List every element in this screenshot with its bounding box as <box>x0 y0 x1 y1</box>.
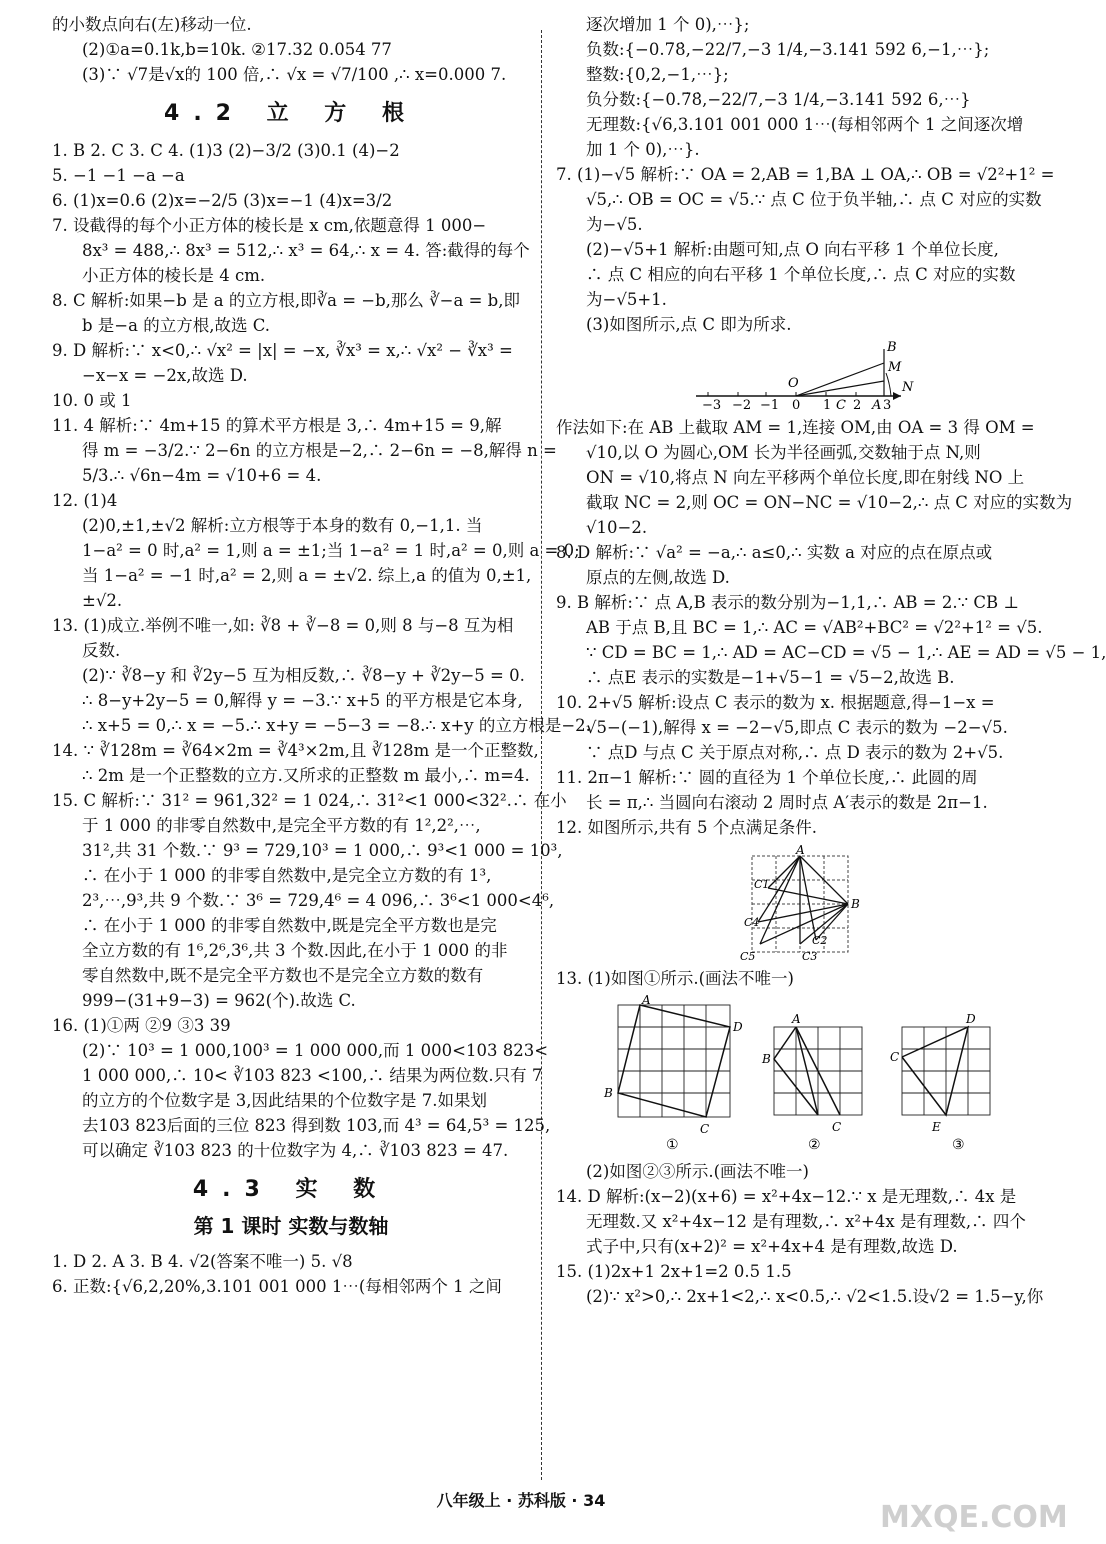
grid-figure-3 <box>902 1027 990 1115</box>
point-label: M <box>888 360 902 375</box>
answer-line: √5−(−1),解得 x = −2−√5,即点 C 表示的数为 −2−√5. <box>586 718 1008 737</box>
point-label: B <box>887 340 897 355</box>
tick-label: 1 <box>823 398 832 413</box>
tick-label: 0 <box>792 398 801 413</box>
answer-line: 16. (1)①两 ②9 ③3 39 <box>52 1016 231 1035</box>
answer-line: 为−√5+1. <box>586 290 667 309</box>
answer-line: 原点的左侧,故选 D. <box>586 568 730 587</box>
point-label: C3 <box>802 950 818 963</box>
point-label: A <box>642 993 651 1007</box>
answer-line: ∵ 点D 与点 C 关于原点对称,∴ 点 D 表示的数为 2+√5. <box>586 743 1004 762</box>
watermark: MXQE.COM <box>880 1500 1068 1535</box>
answer-line: 7. 设截得的每个小正方体的棱长是 x cm,依题意得 1 000− <box>52 216 487 235</box>
text-line: (2)①a=0.1k,b=10k. ②17.32 0.054 77 <box>82 40 392 59</box>
answer-line: ON = √10,将点 N 向左平移两个单位长度,即在射线 NO 上 <box>586 468 1025 487</box>
answer-line: AB 于点 B,且 BC = 1,∴ AC = √AB²+BC² = √2²+1² = √5. <box>586 618 1043 637</box>
answer-line: (2)如图②③所示.(画法不唯一) <box>586 1162 809 1181</box>
answer-line: √10,以 O 为圆心,OM 长为半径画弧,交数轴于点 N,则 <box>586 443 981 462</box>
answer-line: ∴ x+5 = 0,∴ x = −5.∴ x+y = −5−3 = −8.∴ x+y 的立方根是−2. <box>82 716 591 735</box>
answer-line: ∴ 点E 表示的实数是−1+√5−1 = √5−2,故选 B. <box>586 668 955 687</box>
answer-line: 8. C 解析:如果−b 是 a 的立方根,即∛a = −b,那么 ∛−a = b,即 <box>52 291 520 310</box>
answer-line: 的立方的个位数字是 3,因此结果的个位数字是 7.如果划 <box>82 1091 487 1110</box>
answer-line: (2)∵ x²>0,∴ 2x+1<2,∴ x<0.5,∴ √2<1.5.设√2 = 1.5−y,你 <box>586 1287 1044 1306</box>
point-label: N <box>902 380 914 395</box>
point-label: B <box>851 897 860 911</box>
point-label: E <box>932 1120 941 1134</box>
answer-line: 31²,共 31 个数.∵ 9³ = 729,10³ = 1 000,∴ 9³<1 000 = 10³, <box>82 841 563 860</box>
answer-line: 负分数:{−0.7̇8̇,−22/7,−3 1/4,−3.141 592 6,⋯} <box>586 90 971 109</box>
answer-line: −x−x = −2x,故选 D. <box>82 366 248 385</box>
answer-line: 2³,⋯,9³,共 9 个数.∵ 3⁶ = 729,4⁶ = 4 096,∴ 3⁶<1 000<4⁶, <box>82 891 555 910</box>
answer-line: 可以确定 ∛103 823 的十位数字为 4,∴ ∛103 823 = 47. <box>82 1141 509 1160</box>
point-label: C <box>890 1050 900 1064</box>
text-line: 的小数点向右(左)移动一位. <box>52 15 252 34</box>
answer-line: 13. (1)成立.举例不唯一,如: ∛8 + ∛−8 = 0,则 8 与−8 互为相 <box>52 616 514 635</box>
answer-line: 6. 正数:{√6,2,20%,3.101 001 000 1⋯(每相邻两个 1 之间 <box>52 1277 502 1296</box>
answer-line: ∴ 在小于 1 000 的非零自然数中,既是完全平方数也是完 <box>82 916 497 935</box>
answer-line: 整数:{0,2,−1,⋯}; <box>586 65 729 84</box>
answer-line: 式子中,只有(x+2)² = x²+4x+4 是有理数,故选 D. <box>586 1237 958 1256</box>
point-label: A <box>796 843 805 857</box>
point-label: C1 <box>754 878 770 891</box>
answer-line: 负数:{−0.7̇8̇,−22/7,−3 1/4,−3.141 592 6,−1,⋯}; <box>586 40 990 59</box>
answer-line: 12. (1)4 <box>52 491 118 510</box>
point-label: D <box>966 1012 976 1026</box>
answer-line: 反数. <box>82 641 121 660</box>
answer-line: 1−a² = 0 时,a² = 1,则 a = ±1;当 1−a² = 1 时,a² = 0,则 a = 0; <box>82 541 580 560</box>
answer-line: (2)∵ 10³ = 1 000,100³ = 1 000 000,而 1 000<103 823< <box>82 1041 549 1060</box>
answer-line: 为−√5. <box>586 215 643 234</box>
answer-line: 于 1 000 的非零自然数中,是完全平方数的有 1²,2²,⋯, <box>82 816 481 835</box>
answer-line: b 是−a 的立方根,故选 C. <box>82 316 270 335</box>
point-label: O <box>788 376 799 391</box>
answer-line: ∴ 在小于 1 000 的非零自然数中,是完全立方数的有 1³, <box>82 866 492 885</box>
answer-line: 10. 2+√5 解析:设点 C 表示的数为 x. 根据题意,得−1−x = <box>556 693 995 712</box>
grid-figure-1 <box>618 1005 730 1117</box>
left-column <box>52 12 591 1299</box>
answer-line: (2)∵ ∛8−y 和 ∛2y−5 互为相反数,∴ ∛8−y + ∛2y−5 = 0. <box>82 666 525 685</box>
answer-line: 得 m = −3/2.∵ 2−6n 的立方根是−2,∴ 2−6n = −8,解得 n = <box>82 441 557 460</box>
answer-line: 1 000 000,∴ 10< ∛103 823 <100,∴ 结果为两位数.只有 7 <box>82 1066 543 1085</box>
answer-line: 14. ∵ ∛128m = ∛64×2m = ∛4³×2m,且 ∛128m 是一个正整数, <box>52 741 539 760</box>
point-label: D <box>733 1020 743 1034</box>
answer-line: 15. C 解析:∵ 31² = 961,32² = 1 024,∴ 31²<1 000<32².∴ 在小 <box>52 791 567 810</box>
answer-line: 去103 823后面的三位 823 得到数 103,而 4³ = 64,5³ = 125, <box>82 1116 551 1135</box>
answer-line: ∴ 8−y+2y−5 = 0,解得 y = −3.∵ x+5 的平方根是它本身, <box>82 691 523 710</box>
text-line: (3)∵ √7是√x的 100 倍,∴ √x = √7/100 ,∴ x=0.000 7. <box>82 65 507 84</box>
answer-line: 当 1−a² = −1 时,a² = 2,则 a = ±√2. 综上,a 的值为 0,±1, <box>82 566 532 585</box>
answer-line: √10−2. <box>586 518 648 537</box>
answer-line: ∴ 点 C 相应的向右平移 1 个单位长度,∴ 点 C 对应的实数 <box>586 265 1016 284</box>
answer-line: (2)−√5+1 解析:由题可知,点 O 向右平移 1 个单位长度, <box>586 240 999 259</box>
answer-line: 13. (1)如图①所示.(画法不唯一) <box>556 969 794 988</box>
column-divider <box>541 30 542 1480</box>
answer-line: 逐次增加 1 个 0),⋯}; <box>586 15 750 34</box>
answer-line: 全立方数的有 1⁶,2⁶,3⁶,共 3 个数.因此,在小于 1 000 的非 <box>82 941 508 960</box>
point-label: C <box>700 1122 710 1136</box>
answer-line: 12. 如图所示,共有 5 个点满足条件. <box>556 818 817 837</box>
answer-line: 作法如下:在 AB 上截取 AM = 1,连接 OM,由 OA = 3 得 OM = <box>556 418 1035 437</box>
figure-caption: ② <box>808 1137 821 1153</box>
answer-line: 长 = π,∴ 当圆向右滚动 2 周时点 A′表示的数是 2π−1. <box>586 793 988 812</box>
answer-line: 5/3.∴ √6n−4m = √10+6 = 4. <box>82 466 322 485</box>
point-label: B <box>762 1052 771 1066</box>
tick-label: 2 <box>853 398 862 413</box>
section-title-4-3: 4.3 实 数 <box>192 1177 390 1202</box>
answer-line: 5. −1 −1 −a −a <box>52 166 185 185</box>
answer-line: 15. (1)2x+1 2x+1=2 0.5 1.5 <box>556 1262 792 1281</box>
tick-label: 3 <box>883 398 892 413</box>
tick-label: A <box>872 398 882 413</box>
answer-line: 截取 NC = 2,则 OC = ON−NC = √10−2,∴ 点 C 对应的实数为 <box>586 493 1073 512</box>
point-label: C5 <box>740 950 756 963</box>
figure-caption: ① <box>666 1137 679 1153</box>
answer-line: 8. D 解析:∵ √a² = −a,∴ a≤0,∴ 实数 a 对应的点在原点或 <box>556 543 993 562</box>
answer-line: 11. 2π−1 解析:∵ 圆的直径为 1 个单位长度,∴ 此圆的周 <box>556 768 978 787</box>
answer-line: 11. 4 解析:∵ 4m+15 的算术平方根是 3,∴ 4m+15 = 9,解 <box>52 416 502 435</box>
right-column <box>556 12 1106 1309</box>
number-line-figure <box>556 341 1032 411</box>
answer-line: ∵ CD = BC = 1,∴ AD = AC−CD = √5 − 1,∴ AE = AD = √5 − 1, <box>586 643 1106 662</box>
grid-figures-q13 <box>556 995 1032 1155</box>
grid-figure-q12 <box>556 844 1032 962</box>
point-label: C4 <box>744 916 760 929</box>
point-label: B <box>604 1086 613 1100</box>
answer-line: √5,∴ OB = OC = √5.∵ 点 C 位于负半轴,∴ 点 C 对应的实数 <box>586 190 1042 209</box>
answer-line: 8x³ = 488,∴ 8x³ = 512,∴ x³ = 64,∴ x = 4. 答:截得的每个 <box>82 241 530 260</box>
lesson-title: 第 1 课时 实数与数轴 <box>193 1214 389 1238</box>
answer-line: (2)0,±1,±√2 解析:立方根等于本身的数有 0,−1,1. 当 <box>82 516 483 535</box>
figure-caption: ③ <box>952 1137 965 1153</box>
point-label: A <box>792 1012 801 1026</box>
answer-line: 14. D 解析:(x−2)(x+6) = x²+4x−12.∵ x 是无理数,∴ 4x 是 <box>556 1187 1017 1206</box>
answer-line: ∴ 2m 是一个正整数的立方.又所求的正整数 m 最小,∴ m=4. <box>82 766 530 785</box>
answer-line: 999−(31+9−3) = 962(个).故选 C. <box>82 991 356 1010</box>
tick-label: C <box>836 398 846 413</box>
point-label: C <box>832 1120 842 1134</box>
tick-label: −3 <box>702 398 722 413</box>
answer-line: 6. (1)x=0.6 (2)x=−2/5 (3)x=−1 (4)x=3/2 <box>52 191 393 210</box>
answer-line: 无理数:{√6,3.101 001 000 1⋯(每相邻两个 1 之间逐次增 <box>586 115 1024 134</box>
tick-label: −1 <box>760 398 780 413</box>
answer-line: ±√2. <box>82 591 123 610</box>
answer-line: 10. 0 或 1 <box>52 391 132 410</box>
section-title-4-2: 4.2 立 方 根 <box>164 101 418 126</box>
tick-label: −2 <box>732 398 752 413</box>
answer-line: 1. D 2. A 3. B 4. √2(答案不唯一) 5. √8 <box>52 1252 353 1271</box>
answer-line: 零自然数中,既不是完全平方数也不是完全立方数的数有 <box>82 966 484 985</box>
answer-line: 9. B 解析:∵ 点 A,B 表示的数分别为−1,1,∴ AB = 2.∵ CB ⊥ <box>556 593 1019 612</box>
answer-line: 加 1 个 0),⋯}. <box>586 140 700 159</box>
page-footer: 八年级上 · 苏科版 · 34 <box>436 1491 606 1510</box>
answer-line: 7. (1)−√5 解析:∵ OA = 2,AB = 1,BA ⊥ OA,∴ OB = √2²+1² = <box>556 165 1055 184</box>
answer-line: 小正方体的棱长是 4 cm. <box>82 266 266 285</box>
answer-line: (3)如图所示,点 C 即为所求. <box>586 315 792 334</box>
answer-line: 1. B 2. C 3. C 4. (1)3 (2)−3/2 (3)0.1 (4)−2 <box>52 141 400 160</box>
point-label: C2 <box>812 934 828 947</box>
answer-line: 9. D 解析:∵ x<0,∴ √x² = |x| = −x, ∛x³ = x,∴ √x² − ∛x³ = <box>52 341 513 360</box>
answer-line: 无理数.又 x²+4x−12 是有理数,∴ x²+4x 是有理数,∴ 四个 <box>586 1212 1026 1231</box>
